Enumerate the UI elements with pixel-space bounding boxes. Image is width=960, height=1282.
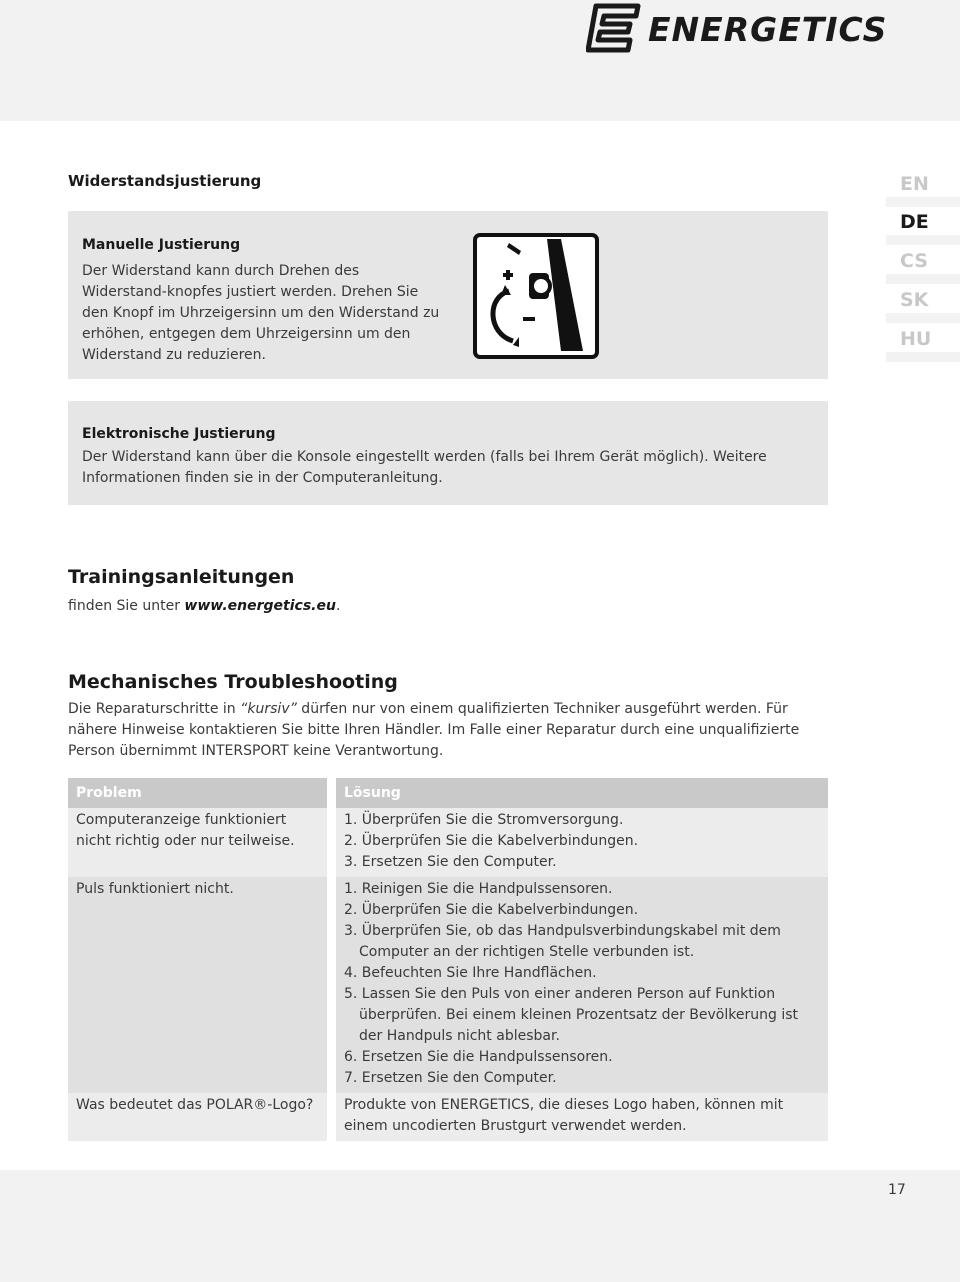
brand-name: ENERGETICS: [648, 10, 888, 49]
solution-step: 6. Ersetzen Sie die Handpulssensoren.: [344, 1049, 613, 1065]
energetics-e-logo-icon: [586, 2, 642, 54]
language-tab-en[interactable]: [886, 170, 960, 198]
solution-step: 3. Überprüfen Sie, ob das Handpulsverbindungskabel mit dem Computer an der richtigen Stelle verbunden ist.: [344, 923, 781, 960]
solution-step: Produkte von ENERGETICS, die dieses Logo haben, können mit einem uncodierten Brustgurt verwendet werden.: [344, 1097, 784, 1134]
problem-cell: Puls funktioniert nicht.: [68, 877, 332, 1093]
language-tab-de[interactable]: [886, 208, 960, 236]
language-code: EN: [900, 173, 929, 195]
table-row: [68, 1093, 828, 1141]
website-link[interactable]: www.energetics.eu: [184, 598, 336, 614]
training-text-suffix: .: [335, 598, 341, 614]
training-heading: Trainingsanleitungen: [68, 566, 295, 588]
table-body: [68, 808, 828, 1141]
solution-cell: [332, 1093, 829, 1141]
manual-title: Manuelle Justierung: [82, 237, 241, 253]
language-tab-sk[interactable]: [886, 286, 960, 314]
training-text-prefix: finden Sie unter: [68, 598, 185, 614]
intro-part1: Die Reparaturschritte in: [68, 701, 241, 717]
language-tab-divider: [886, 352, 960, 362]
solution-step: 1. Überprüfen Sie die Stromversorgung.: [344, 812, 624, 828]
solution-step: 2. Überprüfen Sie die Kabelverbindungen.: [344, 833, 639, 849]
language-tab-divider: [886, 235, 960, 245]
footer-band: [0, 1170, 960, 1282]
manual-text: Der Widerstand kann durch Drehen des Widerstand-knopfes justiert werden. Drehen Sie den Knopf im Uhrzeigersinn um den Widerstand zu erhöhen, entgegen dem Uhrzeigersinn um den Widerstand zu reduzieren.: [82, 263, 440, 363]
solution-step: 2. Überprüfen Sie die Kabelverbindungen.: [344, 902, 639, 918]
brand-logo: [586, 0, 926, 56]
problem-cell: Was bedeutet das POLAR®-Logo?: [68, 1093, 332, 1141]
troubleshooting-intro: [68, 699, 838, 762]
solution-step: 1. Reinigen Sie die Handpulssensoren.: [344, 881, 613, 897]
header-problem: Problem: [68, 778, 332, 808]
intro-italic: “kursiv”: [240, 701, 297, 717]
language-code: CS: [900, 250, 928, 272]
language-tab-cs[interactable]: [886, 247, 960, 275]
solution-list: [344, 879, 820, 1089]
language-code: DE: [900, 211, 929, 233]
table-row: [68, 808, 828, 877]
language-tab-divider: [886, 313, 960, 323]
solution-list: [344, 1095, 820, 1137]
resistance-knob-icon: [473, 233, 599, 359]
electronic-text: Der Widerstand kann über die Konsole eingestellt werden (falls bei Ihrem Gerät möglich). Weitere Informationen finden sie in der Computeranleitung.: [82, 449, 767, 486]
troubleshooting-heading: Mechanisches Troubleshooting: [68, 671, 398, 693]
language-code: HU: [900, 328, 932, 350]
table-row: [68, 877, 828, 1093]
solution-step: 4. Befeuchten Sie Ihre Handflächen.: [344, 965, 597, 981]
electronic-adjustment-box: [68, 401, 828, 505]
solution-step: 7. Ersetzen Sie den Computer.: [344, 1070, 557, 1086]
manual-adjustment-box: [68, 211, 828, 379]
solution-list: [344, 810, 820, 873]
solution-cell: [332, 877, 829, 1093]
troubleshooting-table: [68, 778, 828, 1141]
section-title: Widerstandsjustierung: [68, 172, 262, 190]
problem-cell: Computeranzeige funktioniert nicht richtig oder nur teilweise.: [68, 808, 332, 877]
training-text: [68, 596, 340, 617]
language-tab-divider: [886, 274, 960, 284]
page-number: 17: [888, 1182, 906, 1198]
language-tab-divider: [886, 197, 960, 207]
solution-step: 3. Ersetzen Sie den Computer.: [344, 854, 557, 870]
solution-cell: [332, 808, 829, 877]
language-code: SK: [900, 289, 929, 311]
language-tab-hu[interactable]: [886, 325, 960, 353]
table-header-row: [68, 778, 828, 808]
solution-step: 5. Lassen Sie den Puls von einer anderen Person auf Funktion überprüfen. Bei einem kleinen Prozentsatz der Bevölkerung ist der Handpuls nicht ablesbar.: [344, 986, 798, 1044]
header-solution: Lösung: [332, 778, 829, 808]
intro-part2: dürfen nur von einem qualifizierten Techniker ausgeführt werden. Für nähere Hinweise kontaktieren Sie bitte Ihren Händler. Im Falle einer Reparatur durch eine unqualifizierte Person übernimmt INTERSPORT keine Verantwortung.: [68, 701, 800, 759]
electronic-title: Elektronische Justierung: [82, 426, 276, 442]
